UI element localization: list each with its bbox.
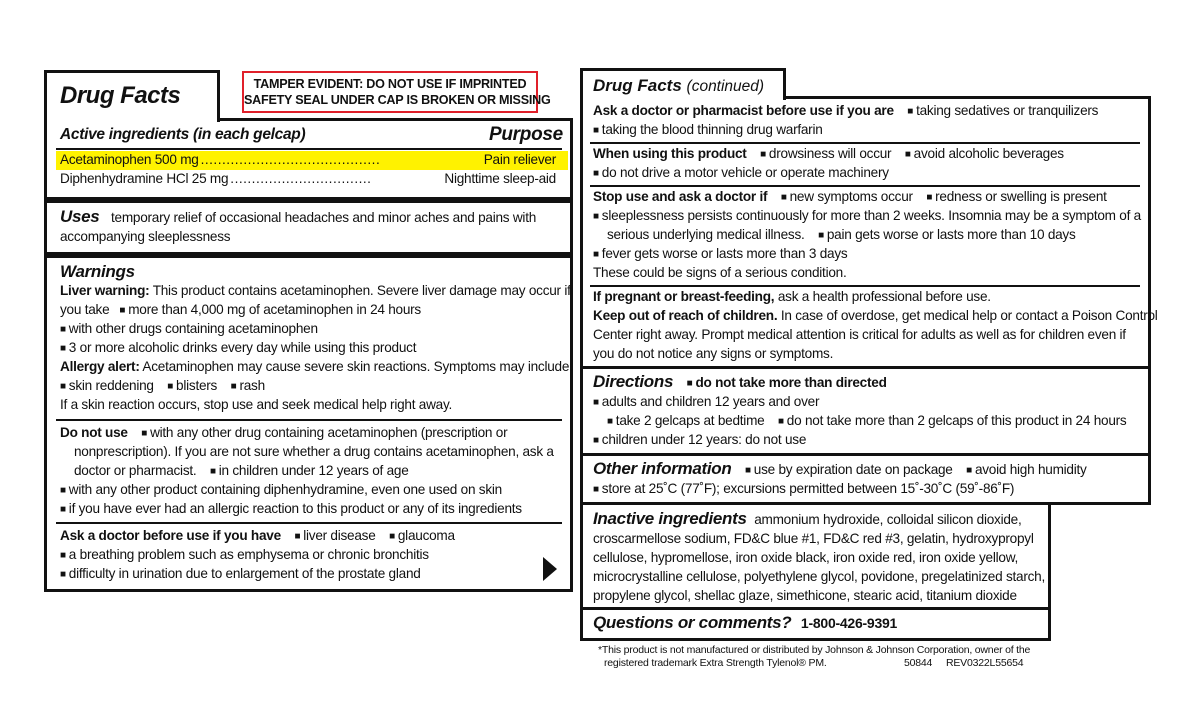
bullet-item: ■ skin reddening [60, 378, 154, 393]
ask-pharmacist-label: Ask a doctor or pharmacist before use if you are [593, 103, 894, 118]
bullet-item: ■ use by expiration date on package [745, 462, 953, 477]
questions-phone: 1-800-426-9391 [800, 615, 898, 631]
bullet-item: ■ blisters [167, 378, 217, 393]
inactive-line-2: croscarmellose sodium, FD&C blue #1, FD&C red #3, gelatin, hydroxypropyl [593, 531, 1034, 546]
keep-out-line-2: Center right away. Prompt medical attention is critical for adults as well as for children even if [593, 327, 1126, 342]
directions-line-2: ■ adults and children 12 years and over [593, 393, 819, 414]
do-not-use-line-4: ■ with any other product containing diphenhydramine, even one used on skin [60, 481, 502, 502]
bullet-item: ■ taking sedatives or tranquilizers [907, 103, 1098, 118]
ingredient-name: Acetaminophen 500 mg [60, 152, 199, 167]
allergy-alert-text: Acetaminophen may cause severe skin reactions. Symptoms may include: [142, 359, 573, 374]
leader-dots: .......................................... [200, 152, 381, 167]
ask-pharmacist-line-1 [593, 102, 1098, 123]
allergy-alert-label: Allergy alert: [60, 359, 140, 374]
footnote-line-1: *This product is not manufactured or distributed by Johnson & Johnson Corporation, owner of the [598, 644, 1031, 656]
bullet-item: ■ avoid high humidity [966, 462, 1086, 477]
other-info-line-2: ■ store at 25˚C (77˚F); excursions permitted between 15˚-30˚C (59˚-86˚F) [593, 480, 1014, 501]
purpose-header: Purpose [489, 124, 563, 145]
uses-line-1 [60, 208, 536, 228]
thick-divider [47, 197, 570, 203]
allergy-alert-line [60, 358, 573, 377]
divider [56, 419, 562, 421]
liver-warning-text: you take [60, 302, 110, 317]
footnote-line-2 [604, 657, 1024, 669]
allergy-after-line: If a skin reaction occurs, stop use and seek medical help right away. [60, 397, 453, 412]
ingredient-purpose: Nighttime sleep-aid [444, 171, 556, 186]
stop-use-line-1 [593, 188, 1107, 209]
directions-line-3 [607, 412, 1126, 433]
inactive-line-5: propylene glycol, shellac glaze, simethicone, stearic acid, titanium dioxide [593, 588, 1017, 603]
bullet-item: ■ avoid alcoholic beverages [905, 146, 1064, 161]
inactive-line-3: cellulose, hypromellose, iron oxide black, iron oxide red, iron oxide yellow, [593, 550, 1019, 565]
tamper-evident-box [242, 71, 551, 113]
stop-use-line-5: These could be signs of a serious condition. [593, 265, 847, 280]
bullet-item: ■ in children under 12 years of age [210, 463, 409, 478]
active-ingredients-header: Active ingredients (in each gelcap) [60, 126, 306, 143]
ask-doctor-line-1 [60, 527, 455, 548]
keep-out-label: Keep out of reach of children. [593, 308, 778, 323]
ingredient-row-1 [60, 151, 556, 170]
tamper-line-2: SAFETY SEAL UNDER CAP IS BROKEN OR MISSING [244, 93, 551, 107]
when-using-line-2: ■ do not drive a motor vehicle or operate machinery [593, 164, 889, 185]
questions-label: Questions or comments? [593, 613, 792, 632]
bullet-item: ■ do not take more than directed [687, 375, 887, 390]
keep-out-line-3: you do not notice any signs or symptoms. [593, 346, 834, 361]
bullet-item: ■ new symptoms occur [781, 189, 913, 204]
pregnant-label: If pregnant or breast-feeding, [593, 289, 775, 304]
liver-item-3: ■ 3 or more alcoholic drinks every day while using this product [60, 339, 416, 360]
bullet-item: ■ rash [231, 378, 265, 393]
divider [590, 185, 1140, 187]
do-not-use-line-1 [60, 424, 507, 445]
bullet-item: ■ do not take more than 2 gelcaps of this product in 24 hours [778, 413, 1126, 428]
stop-use-text: serious underlying medical illness. [607, 227, 805, 242]
inactive-header: Inactive ingredients [593, 509, 747, 528]
allergy-items-line [60, 377, 265, 398]
stop-use-label: Stop use and ask a doctor if [593, 189, 768, 204]
footnote-text: registered trademark Extra Strength Tylenol® PM. [604, 657, 827, 669]
divider [56, 522, 562, 524]
questions-line [593, 614, 897, 634]
ingredient-row-2 [60, 170, 556, 189]
divider [56, 148, 562, 150]
ingredient-purpose: Pain reliever [483, 152, 556, 167]
uses-text: temporary relief of occasional headaches and minor aches and pains with [110, 210, 537, 225]
warnings-header: Warnings [60, 262, 135, 281]
do-not-use-line-5: ■ if you have ever had an allergic reaction to this product or any of its ingredients [60, 500, 522, 521]
when-using-line-1 [593, 145, 1064, 166]
do-not-use-line-3 [74, 462, 409, 483]
bullet-item: ■ glaucoma [389, 528, 455, 543]
uses-line-2: accompanying sleeplessness [60, 229, 231, 244]
continue-arrow-icon [543, 557, 557, 581]
other-info-header: Other information [593, 459, 732, 478]
bullet-item: ■ more than 4,000 mg of acetaminophen in 24 hours [119, 302, 421, 317]
bullet-item: ■ redness or swelling is present [926, 189, 1106, 204]
inactive-line-4: microcrystalline cellulose, polyethylene glycol, povidone, pregelatinized starch, [593, 569, 1046, 584]
divider [590, 285, 1140, 287]
liver-warning-line-2 [60, 301, 421, 322]
left-title-tab-underline [50, 118, 214, 122]
uses-header: Uses [60, 207, 100, 226]
do-not-use-label: Do not use [60, 425, 128, 440]
inactive-line-1 [593, 510, 1022, 530]
right-title [593, 76, 764, 96]
bullet-item: ■ pain gets worse or lasts more than 10 days [818, 227, 1075, 242]
keep-out-line-1 [593, 307, 1158, 326]
stop-use-line-2: ■ sleeplessness persists continuously for more than 2 weeks. Insomnia may be a symptom of a [593, 207, 1141, 228]
liver-warning-line-1 [60, 282, 571, 301]
liver-item-2: ■ with other drugs containing acetaminophen [60, 320, 318, 341]
pregnant-text: ask a health professional before use. [777, 289, 991, 304]
leader-dots: ................................. [230, 171, 372, 186]
tamper-line-1: TAMPER EVIDENT: DO NOT USE IF IMPRINTED [253, 77, 527, 91]
inactive-text: ammonium hydroxide, colloidal silicon dioxide, [754, 512, 1022, 527]
footnote-code-2: REV0322L55654 [946, 657, 1024, 669]
footnote-code-1: 50844 [904, 657, 933, 669]
directions-header: Directions [593, 372, 674, 391]
do-not-use-line-2: nonprescription). If you are not sure whether a drug contains acetaminophen, ask a [74, 444, 554, 459]
left-drug-facts-title: Drug Facts [60, 82, 181, 109]
continued-label: (continued) [686, 78, 765, 95]
do-not-use-text: doctor or pharmacist. [74, 463, 197, 478]
divider [590, 142, 1140, 144]
thick-divider [47, 252, 570, 258]
ask-doctor-label: Ask a doctor before use if you have [60, 528, 281, 543]
bullet-item: ■ liver disease [294, 528, 375, 543]
ingredient-name: Diphenhydramine HCl 25 mg [60, 171, 229, 186]
pregnant-line [593, 288, 991, 307]
when-using-label: When using this product [593, 146, 747, 161]
ask-pharmacist-line-2: ■ taking the blood thinning drug warfarin [593, 121, 823, 142]
keep-out-text: In case of overdose, get medical help or contact a Poison Control [780, 308, 1158, 323]
directions-line-1 [593, 373, 887, 395]
directions-line-4: ■ children under 12 years: do not use [593, 431, 806, 452]
bullet-item: ■ drowsiness will occur [760, 146, 891, 161]
liver-warning-text: This product contains acetaminophen. Severe liver damage may occur if [152, 283, 571, 298]
stop-use-line-3 [607, 226, 1076, 247]
ask-doctor-line-2: ■ a breathing problem such as emphysema or chronic bronchitis [60, 546, 429, 567]
ask-doctor-line-3: ■ difficulty in urination due to enlargement of the prostate gland [60, 565, 421, 586]
stop-use-line-4: ■ fever gets worse or lasts more than 3 days [593, 245, 847, 266]
other-info-line-1 [593, 460, 1087, 482]
liver-warning-label: Liver warning: [60, 283, 150, 298]
bullet-item: ■ take 2 gelcaps at bedtime [607, 413, 764, 428]
bullet-item: ■ with any other drug containing acetaminophen (prescription or [141, 425, 507, 440]
right-drug-facts-title: Drug Facts [593, 76, 682, 95]
right-title-tab-underline [583, 96, 783, 100]
